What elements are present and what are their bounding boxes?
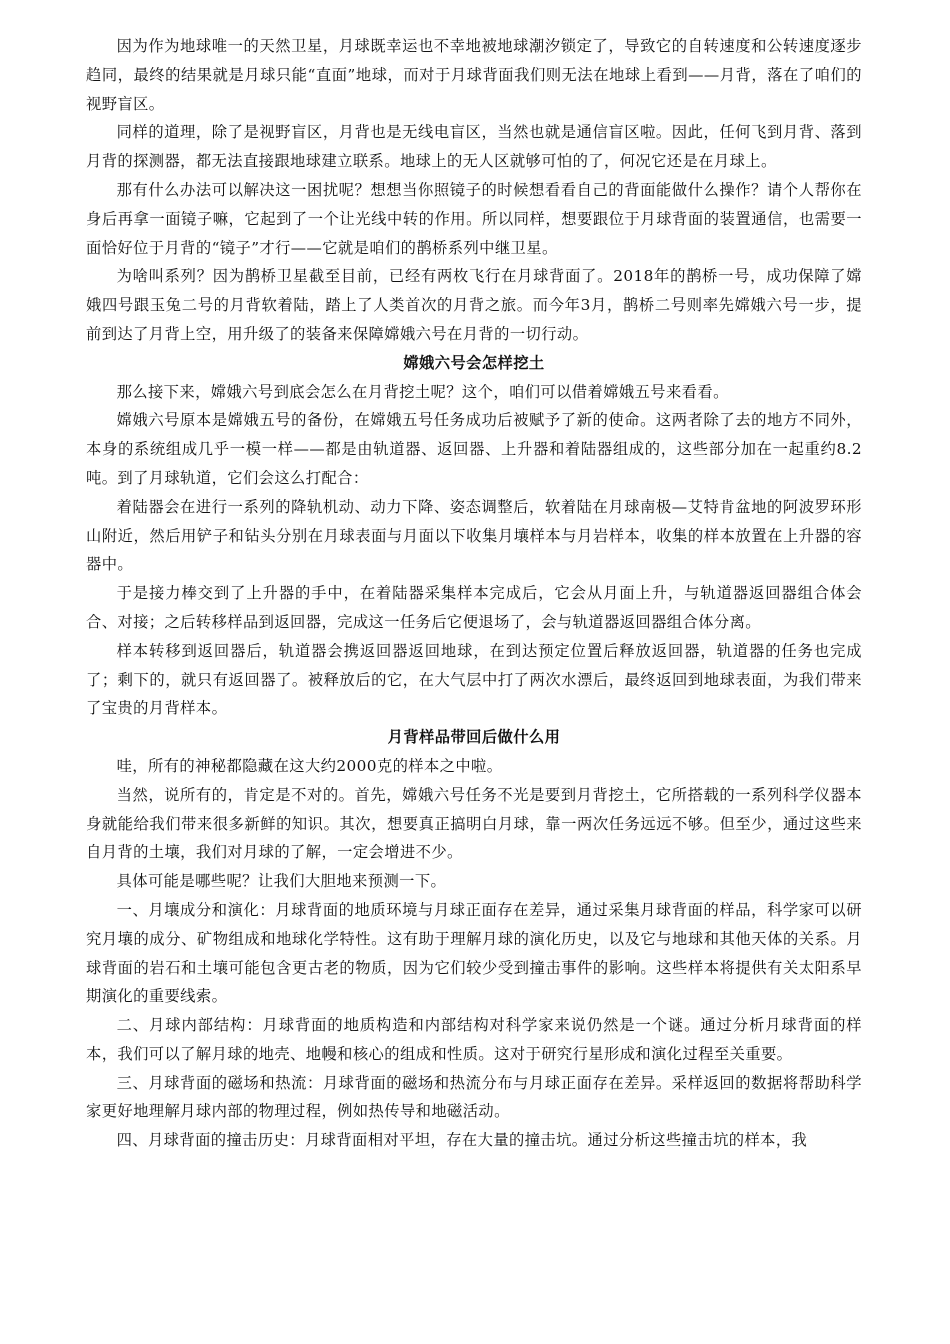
- paragraph: 哇，所有的神秘都隐藏在这大约2000克的样本之中啦。: [116, 756, 503, 775]
- paragraph: 样本转移到返回器后，轨道器会携返回器返回地球，在到达预定位置后释放返回器，轨道器的任务也完成了；剩下的，就只有返回器了。被释放后的它，在大气层中打了两次水漂后，最终返回到地球表面，为我们带来了宝贵的月背样本。: [86, 641, 862, 718]
- paragraph: 于是接力棒交到了上升器的手中，在着陆器采集样本完成后，它会从月面上升，与轨道器返回器组合体会合、对接；之后转移样品到返回器，完成这一任务后它便退场了，会与轨道器返回器组合体分离。: [86, 584, 862, 631]
- paragraph: 三、月球背面的磁场和热流：月球背面的磁场和热流分布与月球正面存在差异。采样返回的数据将帮助科学家更好地理解月球内部的物理过程，例如热传导和地磁活动。: [86, 1073, 862, 1121]
- paragraph: 那有什么办法可以解决这一困扰呢？想想当你照镜子的时候想看看自己的背面能做什么操作？请个人帮你在身后再拿一面镜子嘛，它起到了一个让光线中转的作用。所以同样，想要跟位于月球背面的装置通信，也需要一面恰好位于月背的“镜子”才行——它就是咱们的鹊桥系列中继卫星。: [86, 180, 862, 257]
- paragraph: 嫦娥六号原本是嫦娥五号的备份，在嫦娥五号任务成功后被赋予了新的使命。这两者除了去的地方不同外，本身的系统组成几乎一模一样——都是由轨道器、返回器、上升器和着陆器组成的，这些部分加在一起重约8.2吨。到了月球轨道，它们会这么打配合：: [86, 411, 862, 487]
- paragraph: 当然，说所有的，肯定是不对的。首先，嫦娥六号任务不光是要到月背挖土，它所搭载的一系列科学仪器本身就能给我们带来很多新鲜的知识。其次，想要真正搞明白月球，靠一两次任务远远不够。但至少，通过这些来自月背的土壤，我们对月球的了解，一定会增进不少。: [86, 785, 862, 862]
- paragraph: 因为作为地球唯一的天然卫星，月球既幸运也不幸地被地球潮汐锁定了，导致它的自转速度和公转速度逐步趋同，最终的结果就是月球只能“直面”地球，而对于月球背面我们则无法在地球上看到——月背，落在了咱们的视野盲区。: [86, 37, 862, 113]
- section-heading-sample-use: 月背样品带回后做什么用: [387, 728, 561, 747]
- paragraph: 一、月壤成分和演化：月球背面的地质环境与月球正面存在差异，通过采集月球背面的样品，科学家可以研究月壤的成分、矿物组成和地球化学特性。这有助于理解月球的演化历史，以及它与地球和其他天体的关系。月球背面的岩石和土壤可能包含更古老的物质，因为它们较少受到撞击事件的影响。这些样本将提供有关太阳系早期演化的重要线索。: [86, 900, 862, 1006]
- paragraph: 为啥叫系列？因为鹊桥卫星截至目前，已经有两枚飞行在月球背面了。2018年的鹊桥一号，成功保障了嫦娥四号跟玉兔二号的月背软着陆，踏上了人类首次的月背之旅。而今年3月，鹊桥二号则率先嫦娥六号一步，提前到达了月背上空，用升级了的装备来保障嫦娥六号在月背的一切行动。: [86, 267, 862, 343]
- paragraph: 同样的道理，除了是视野盲区，月背也是无线电盲区，当然也就是通信盲区啦。因此，任何飞到月背、落到月背的探测器，都无法直接跟地球建立联系。地球上的无人区就够可怕的了，何况它还是在月球上。: [86, 123, 862, 171]
- paragraph: 那么接下来，嫦娥六号到底会怎么在月背挖土呢？这个，咱们可以借着嫦娥五号来看看。: [116, 382, 729, 401]
- paragraph: 着陆器会在进行一系列的降轨机动、动力下降、姿态调整后，软着陆在月球南极—艾特肯盆地的阿波罗环形山附近，然后用铲子和钻头分别在月球表面与月面以下收集月壤样本与月岩样本，收集的样本放置在上升器的容器中。: [86, 497, 862, 574]
- section-heading-excavation: 嫦娥六号会怎样挖土: [403, 353, 545, 372]
- paragraph: 四、月球背面的撞击历史：月球背面相对平坦，存在大量的撞击坑。通过分析这些撞击坑的样本，我: [116, 1131, 808, 1150]
- paragraph: 二、月球内部结构：月球背面的地质构造和内部结构对科学家来说仍然是一个谜。通过分析月球背面的样本，我们可以了解月球的地壳、地幔和核心的组成和性质。这对于研究行星形成和演化过程至关重要。: [86, 1016, 862, 1063]
- paragraph: 具体可能是哪些呢？让我们大胆地来预测一下。: [116, 872, 447, 891]
